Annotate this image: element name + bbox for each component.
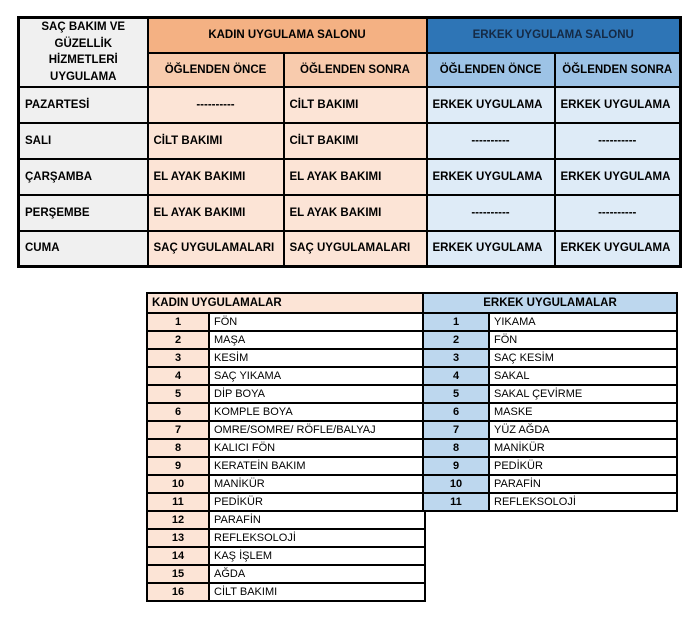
item-number: 5 [423, 385, 489, 403]
item-number: 3 [147, 349, 209, 367]
item-number: 16 [147, 583, 209, 601]
kadin-afternoon-cell: CİLT BAKIMI [284, 87, 427, 123]
schedule-row [19, 231, 681, 267]
erkek-morning-cell: ERKEK UYGULAMA [427, 231, 555, 267]
item-number: 8 [147, 439, 209, 457]
erkek-afternoon-cell: ---------- [555, 195, 681, 231]
item-number: 9 [423, 457, 489, 475]
item-number: 2 [147, 331, 209, 349]
list-row [147, 367, 425, 385]
kadin-list-title: KADIN UYGULAMALAR [147, 293, 425, 313]
item-name: KESİM [209, 349, 425, 367]
erkek-afternoon-cell: ---------- [555, 123, 681, 159]
list-row [147, 565, 425, 583]
list-row [423, 367, 677, 385]
item-name: KOMPLE BOYA [209, 403, 425, 421]
schedule-row [19, 195, 681, 231]
erkek-afternoon-cell: ERKEK UYGULAMA [555, 159, 681, 195]
day-cell: CUMA [19, 231, 148, 267]
kadin-afternoon-cell: CİLT BAKIMI [284, 123, 427, 159]
item-number: 10 [423, 475, 489, 493]
list-row [423, 493, 677, 511]
item-name: REFLEKSOLOJİ [209, 529, 425, 547]
list-row [147, 457, 425, 475]
kadin-morning-cell: SAÇ UYGULAMALARI [148, 231, 284, 267]
schedule-corner-title [19, 18, 148, 87]
kadin-morning-cell: EL AYAK BAKIMI [148, 195, 284, 231]
item-name: FÖN [489, 331, 677, 349]
list-row [423, 457, 677, 475]
corner-title-text: SAÇ BAKIM VE GÜZELLİK HİZMETLERİ UYGULAMA [41, 21, 126, 84]
item-name: AĞDA [209, 565, 425, 583]
erkek-morning-cell: ERKEK UYGULAMA [427, 87, 555, 123]
item-number: 4 [147, 367, 209, 385]
item-number: 14 [147, 547, 209, 565]
item-name: FÖN [209, 313, 425, 331]
list-row [147, 529, 425, 547]
item-number: 8 [423, 439, 489, 457]
list-row [147, 511, 425, 529]
list-row [147, 475, 425, 493]
kadin-list-table [146, 292, 426, 602]
list-row [423, 331, 677, 349]
item-name: YIKAMA [489, 313, 677, 331]
item-name: DİP BOYA [209, 385, 425, 403]
item-number: 2 [423, 331, 489, 349]
item-number: 4 [423, 367, 489, 385]
item-name: PEDİKÜR [489, 457, 677, 475]
list-row [147, 547, 425, 565]
schedule-table [17, 16, 682, 268]
item-name: KAŞ İŞLEM [209, 547, 425, 565]
item-number: 5 [147, 385, 209, 403]
erkek-morning-cell: ---------- [427, 195, 555, 231]
list-row [147, 493, 425, 511]
erkek-list-title: ERKEK UYGULAMALAR [423, 293, 677, 313]
item-name: SAÇ KESİM [489, 349, 677, 367]
item-name: PEDİKÜR [209, 493, 425, 511]
item-number: 9 [147, 457, 209, 475]
erkek-afternoon-header: ÖĞLENDEN SONRA [555, 53, 681, 87]
list-row [147, 403, 425, 421]
item-number: 1 [147, 313, 209, 331]
day-cell: SALI [19, 123, 148, 159]
list-row [147, 583, 425, 601]
item-name: MANİKÜR [489, 439, 677, 457]
erkek-afternoon-cell: ERKEK UYGULAMA [555, 231, 681, 267]
day-cell: ÇARŞAMBA [19, 159, 148, 195]
salon-header-row [19, 18, 681, 53]
list-row [423, 349, 677, 367]
item-number: 15 [147, 565, 209, 583]
item-number: 1 [423, 313, 489, 331]
item-name: MASKE [489, 403, 677, 421]
item-number: 3 [423, 349, 489, 367]
list-row [147, 439, 425, 457]
erkek-morning-cell: ---------- [427, 123, 555, 159]
kadin-afternoon-header: ÖĞLENDEN SONRA [284, 53, 427, 87]
list-row [423, 439, 677, 457]
item-name: CİLT BAKIMI [209, 583, 425, 601]
item-number: 13 [147, 529, 209, 547]
kadin-list-header-row [147, 293, 425, 313]
list-row [423, 421, 677, 439]
item-name: SAKAL [489, 367, 677, 385]
kadin-afternoon-cell: SAÇ UYGULAMALARI [284, 231, 427, 267]
list-row [423, 385, 677, 403]
item-name: KERATEİN BAKIM [209, 457, 425, 475]
item-name: SAKAL ÇEVİRME [489, 385, 677, 403]
item-number: 12 [147, 511, 209, 529]
list-row [423, 313, 677, 331]
item-number: 11 [147, 493, 209, 511]
item-number: 6 [423, 403, 489, 421]
erkek-morning-cell: ERKEK UYGULAMA [427, 159, 555, 195]
item-name: YÜZ AĞDA [489, 421, 677, 439]
item-number: 6 [147, 403, 209, 421]
item-name: REFLEKSOLOJİ [489, 493, 677, 511]
item-name: SAÇ YIKAMA [209, 367, 425, 385]
item-number: 7 [147, 421, 209, 439]
list-row [147, 421, 425, 439]
item-number: 7 [423, 421, 489, 439]
item-number: 10 [147, 475, 209, 493]
schedule-row [19, 159, 681, 195]
schedule-row [19, 123, 681, 159]
erkek-morning-header: ÖĞLENDEN ÖNCE [427, 53, 555, 87]
erkek-salon-header: ERKEK UYGULAMA SALONU [427, 18, 681, 53]
item-name: KALICI FÖN [209, 439, 425, 457]
kadin-afternoon-cell: EL AYAK BAKIMI [284, 159, 427, 195]
list-row [423, 403, 677, 421]
kadin-salon-header: KADIN UYGULAMA SALONU [148, 18, 427, 53]
list-row [147, 385, 425, 403]
kadin-morning-cell: CİLT BAKIMI [148, 123, 284, 159]
kadin-morning-cell: ---------- [148, 87, 284, 123]
erkek-list-header-row [423, 293, 677, 313]
kadin-morning-header: ÖĞLENDEN ÖNCE [148, 53, 284, 87]
schedule-row [19, 87, 681, 123]
day-cell: PAZARTESİ [19, 87, 148, 123]
item-name: OMRE/SOMRE/ RÖFLE/BALYAJ [209, 421, 425, 439]
list-row [423, 475, 677, 493]
item-name: PARAFİN [489, 475, 677, 493]
list-row [147, 331, 425, 349]
item-name: MAŞA [209, 331, 425, 349]
kadin-morning-cell: EL AYAK BAKIMI [148, 159, 284, 195]
erkek-afternoon-cell: ERKEK UYGULAMA [555, 87, 681, 123]
day-cell: PERŞEMBE [19, 195, 148, 231]
item-number: 11 [423, 493, 489, 511]
kadin-afternoon-cell: EL AYAK BAKIMI [284, 195, 427, 231]
list-row [147, 349, 425, 367]
item-name: PARAFİN [209, 511, 425, 529]
list-row [147, 313, 425, 331]
erkek-list-table [422, 292, 678, 512]
item-name: MANİKÜR [209, 475, 425, 493]
